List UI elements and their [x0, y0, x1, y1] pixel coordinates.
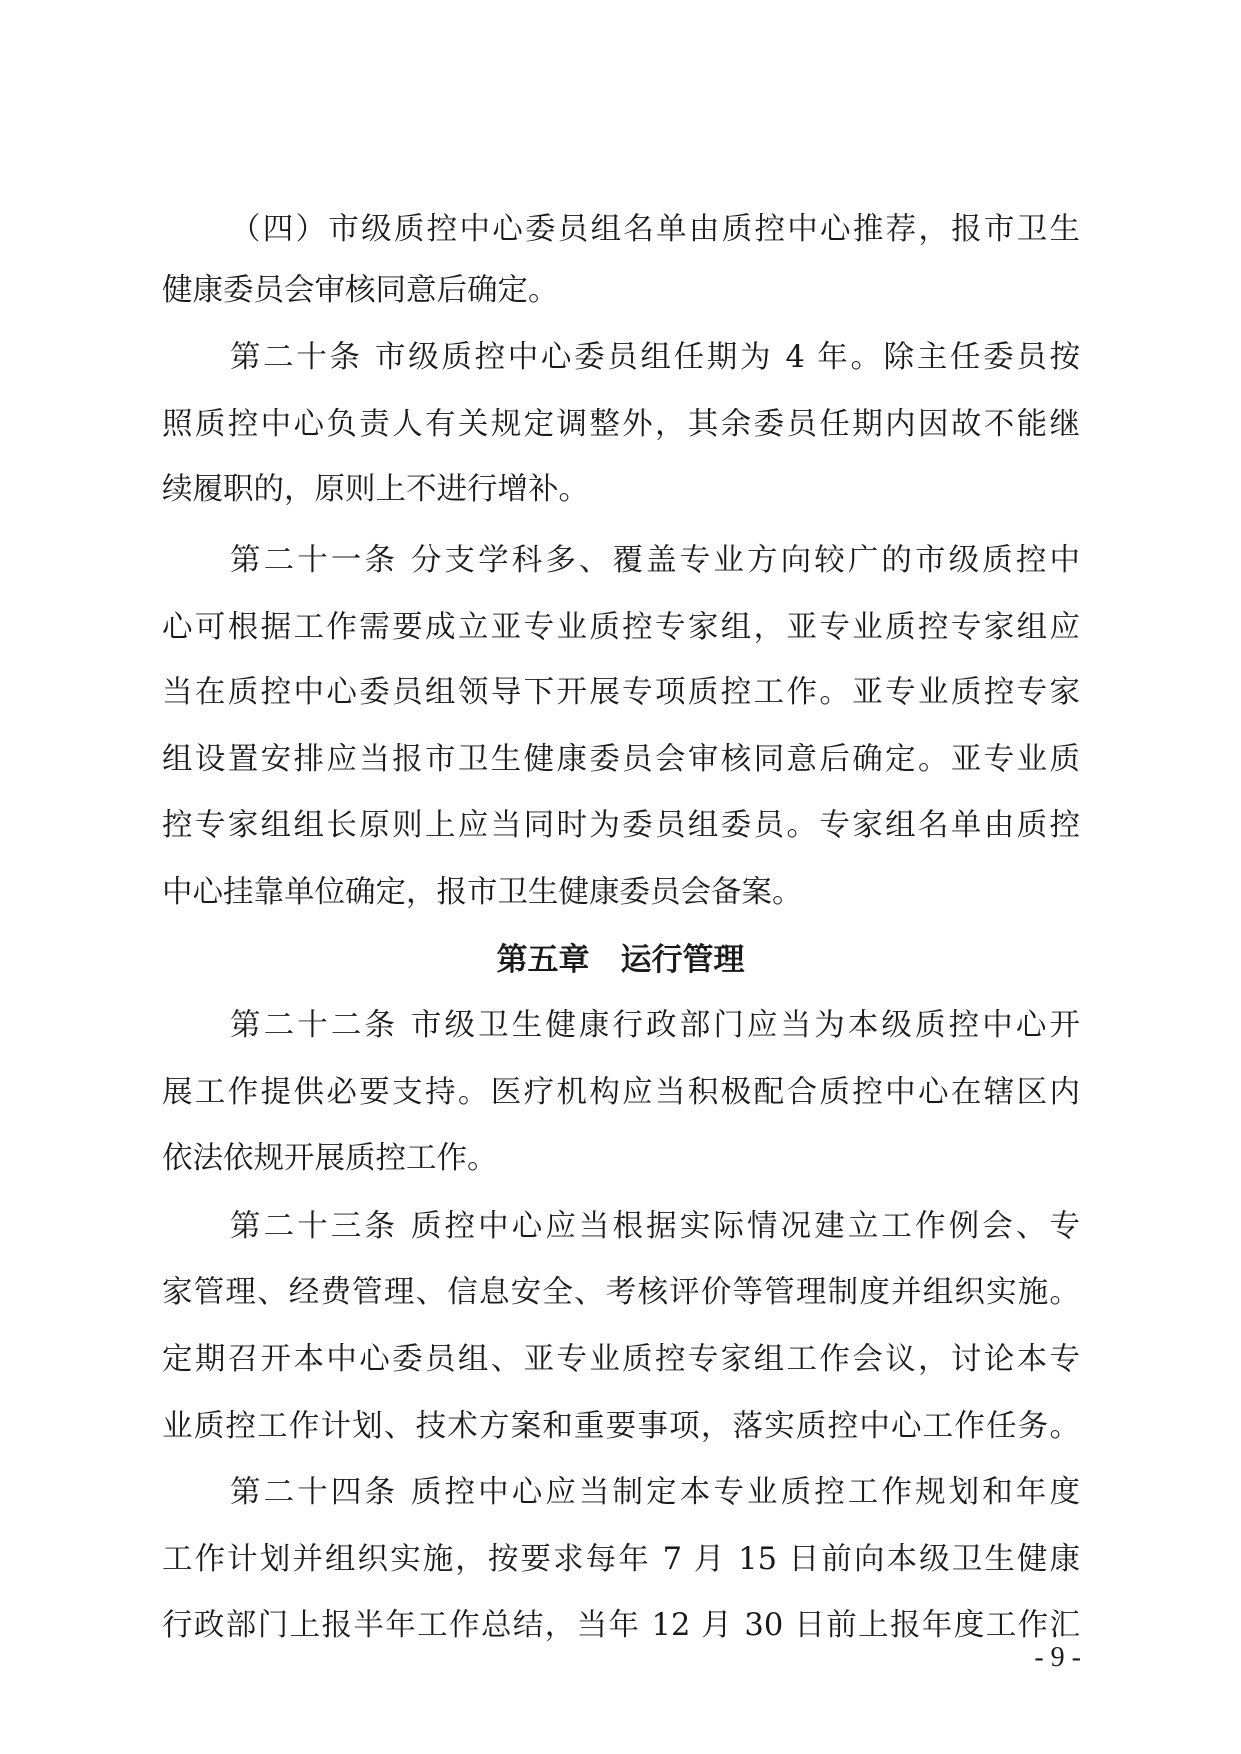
paragraph-line: 第二十一条 分支学科多、覆盖专业方向较广的市级质控中	[230, 543, 1080, 578]
paragraph-line: 行政部门上报半年工作总结，当年 12 月 30 日前上报年度工作汇	[162, 1608, 1080, 1643]
paragraph-line: 当在质控中心委员组领导下开展专项质控工作。亚专业质控专家	[162, 675, 1080, 710]
paragraph-line: 第二十三条 质控中心应当根据实际情况建立工作例会、专	[230, 1209, 1080, 1244]
paragraph-line: 展工作提供必要支持。医疗机构应当积极配合质控中心在辖区内	[162, 1075, 1080, 1110]
page-number: - 9 -	[1034, 1642, 1081, 1673]
paragraph-line: 照质控中心负责人有关规定调整外，其余委员任期内因故不能继	[162, 407, 1080, 442]
paragraph-line: 中心挂靠单位确定，报市卫生健康委员会备案。	[162, 875, 803, 910]
paragraph-line: 组设置安排应当报市卫生健康委员会审核同意后确定。亚专业质	[162, 742, 1080, 777]
paragraph-line: 第二十四条 质控中心应当制定本专业质控工作规划和年度	[230, 1475, 1080, 1510]
paragraph-line: 续履职的，原则上不进行增补。	[162, 472, 589, 507]
paragraph-line: 业质控工作计划、技术方案和重要事项，落实质控中心工作任务。	[162, 1409, 1080, 1444]
paragraph-line: 健康委员会审核同意后确定。	[162, 273, 559, 308]
paragraph-line: 工作计划并组织实施，按要求每年 7 月 15 日前向本级卫生健康	[162, 1542, 1080, 1577]
paragraph-line: 心可根据工作需要成立亚专业质控专家组，亚专业质控专家组应	[162, 610, 1080, 645]
chapter-heading: 第五章 运行管理	[496, 942, 745, 978]
paragraph-line: 定期召开本中心委员组、亚专业质控专家组工作会议，讨论本专	[162, 1342, 1080, 1377]
paragraph-line: 依法依规开展质控工作。	[162, 1141, 498, 1176]
paragraph-line: 第二十条 市级质控中心委员组任期为 4 年。除主任委员按	[230, 340, 1080, 375]
paragraph-line: 第二十二条 市级卫生健康行政部门应当为本级质控中心开	[230, 1008, 1080, 1043]
paragraph-line: 控专家组组长原则上应当同时为委员组委员。专家组名单由质控	[162, 808, 1080, 843]
paragraph-line: （四）市级质控中心委员组名单由质控中心推荐，报市卫生	[230, 212, 1080, 247]
paragraph-line: 家管理、经费管理、信息安全、考核评价等管理制度并组织实施。	[162, 1275, 1080, 1310]
